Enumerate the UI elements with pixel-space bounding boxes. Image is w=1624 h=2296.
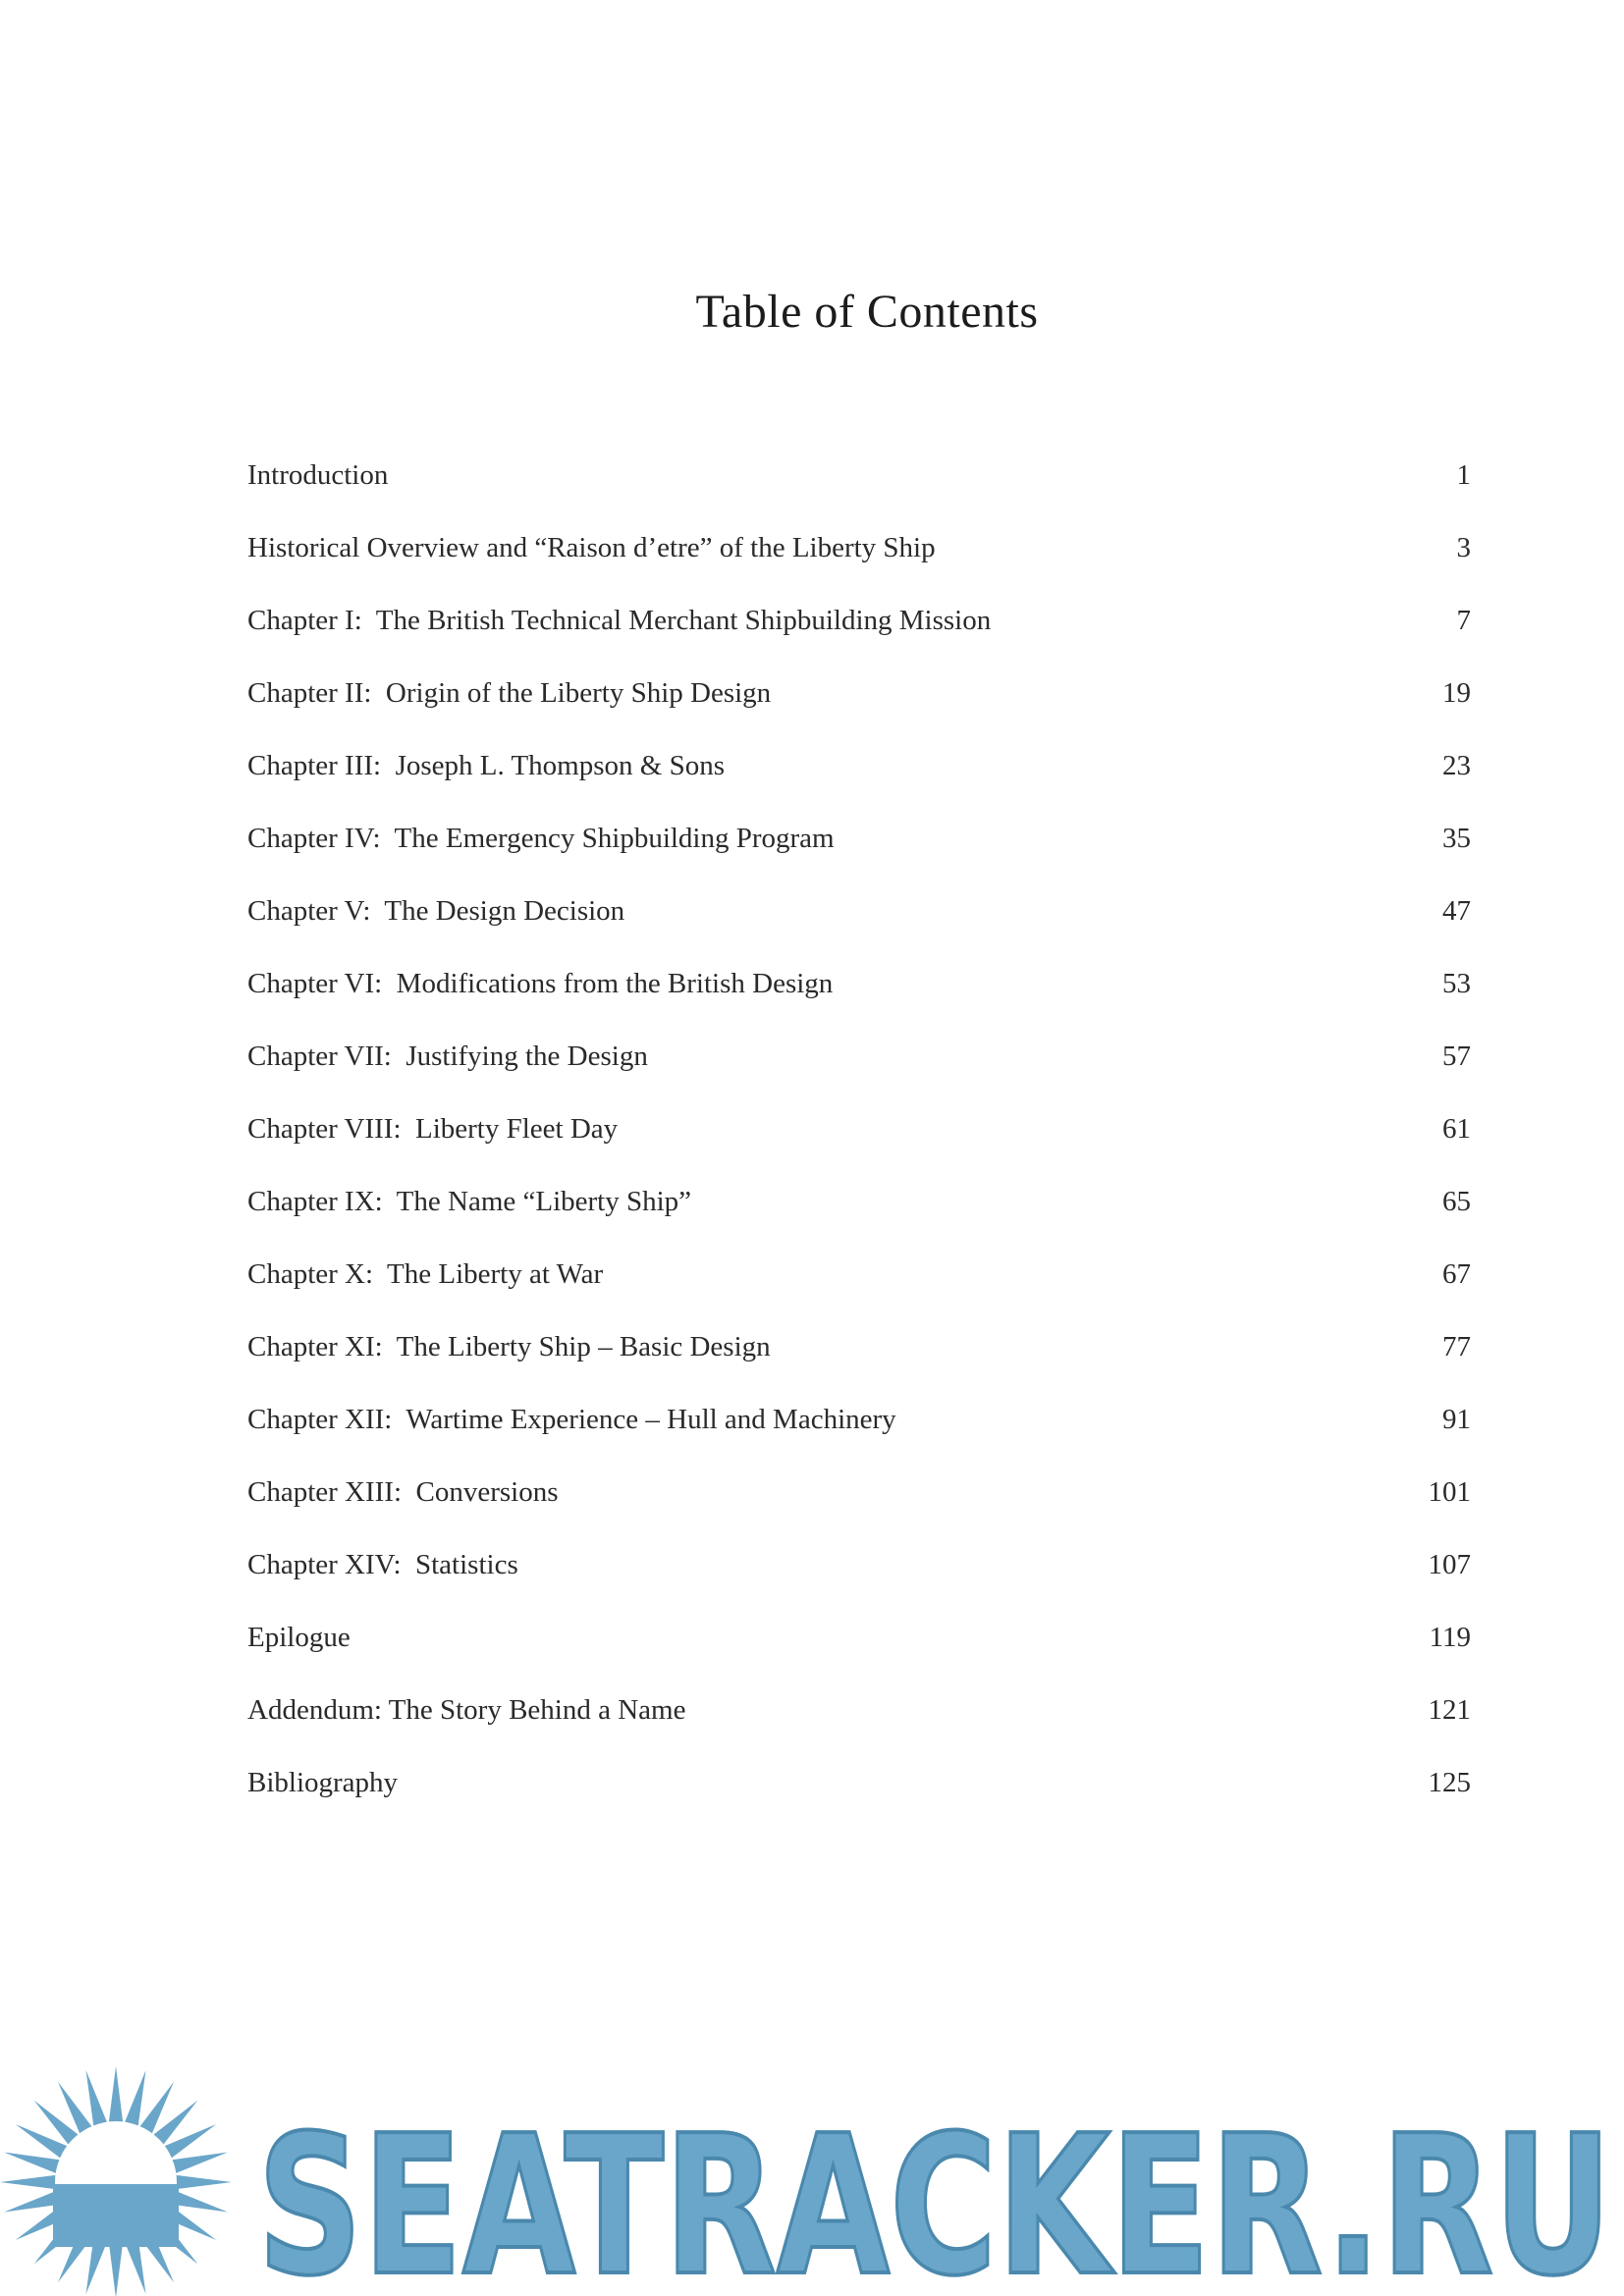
toc-entry-page: 119 (1429, 1622, 1471, 1653)
toc-entry (247, 1319, 1471, 1392)
toc-entry-label: Bibliography (247, 1767, 399, 1798)
page-title: Table of Contents (695, 286, 1039, 338)
sun-icon (0, 2066, 232, 2296)
toc-entry-label: Chapter XIII: Conversions (247, 1476, 559, 1508)
toc-entry (247, 956, 1471, 1029)
toc-entry-label: Chapter I: The British Technical Merchant Shipbuilding Mission (247, 605, 992, 636)
toc-entry-label: Addendum: The Story Behind a Name (247, 1694, 686, 1726)
toc-entry (247, 738, 1471, 811)
toc-entry-page: 61 (1442, 1113, 1471, 1145)
toc-entry (247, 1682, 1471, 1755)
toc-entry (247, 448, 1471, 520)
toc-entry (247, 883, 1471, 956)
toc-entry-page: 7 (1456, 605, 1471, 636)
toc-entry (247, 1101, 1471, 1174)
toc-entry-label: Historical Overview and “Raison d’etre” of the Liberty Ship (247, 532, 936, 563)
toc-entry (247, 1029, 1471, 1101)
toc-entry-label: Chapter XII: Wartime Experience – Hull and Machinery (247, 1404, 896, 1435)
toc-entry (247, 1392, 1471, 1465)
toc-entry (247, 811, 1471, 883)
toc-entry (247, 1537, 1471, 1610)
toc-entry-label: Chapter XIV: Statistics (247, 1549, 518, 1580)
toc-entry-label: Chapter V: The Design Decision (247, 895, 625, 927)
toc-entry-label: Chapter XI: The Liberty Ship – Basic Design (247, 1331, 771, 1362)
toc-entry-page: 19 (1442, 677, 1471, 709)
toc-entry-label: Introduction (247, 459, 389, 491)
toc-entry-page: 1 (1456, 459, 1471, 491)
toc-entry-label: Chapter III: Joseph L. Thompson & Sons (247, 750, 725, 781)
table-of-contents (247, 448, 1471, 1828)
toc-entry (247, 593, 1471, 666)
toc-entry-label: Chapter X: The Liberty at War (247, 1258, 604, 1290)
toc-entry-page: 101 (1428, 1476, 1471, 1508)
toc-entry (247, 1247, 1471, 1319)
toc-entry-label: Chapter IX: The Name “Liberty Ship” (247, 1186, 692, 1217)
watermark-text: SEATRACKER.RU (257, 2095, 1612, 2296)
toc-entry (247, 520, 1471, 593)
toc-entry-page: 35 (1442, 823, 1471, 854)
toc-entry (247, 666, 1471, 738)
toc-entry-page: 121 (1428, 1694, 1471, 1726)
toc-entry-page: 107 (1428, 1549, 1471, 1580)
toc-entry-page: 91 (1442, 1404, 1471, 1435)
toc-entry-label: Chapter IV: The Emergency Shipbuilding Program (247, 823, 835, 854)
toc-entry-page: 125 (1428, 1767, 1471, 1798)
toc-entry-label: Epilogue (247, 1622, 351, 1653)
toc-entry-page: 3 (1456, 532, 1471, 563)
toc-entry (247, 1755, 1471, 1828)
toc-entry-page: 23 (1442, 750, 1471, 781)
toc-entry-label: Chapter VIII: Liberty Fleet Day (247, 1113, 619, 1145)
toc-entry-page: 77 (1442, 1331, 1471, 1362)
toc-entry-page: 57 (1442, 1041, 1471, 1072)
toc-entry-label: Chapter II: Origin of the Liberty Ship Design (247, 677, 772, 709)
toc-entry-label: Chapter VII: Justifying the Design (247, 1041, 648, 1072)
toc-entry (247, 1465, 1471, 1537)
toc-entry (247, 1174, 1471, 1247)
toc-entry-page: 53 (1442, 968, 1471, 999)
watermark-logo (0, 2066, 1624, 2296)
toc-entry-label: Chapter VI: Modifications from the British Design (247, 968, 834, 999)
toc-entry-page: 47 (1442, 895, 1471, 927)
toc-entry (247, 1610, 1471, 1682)
toc-entry-page: 67 (1442, 1258, 1471, 1290)
toc-entry-page: 65 (1442, 1186, 1471, 1217)
